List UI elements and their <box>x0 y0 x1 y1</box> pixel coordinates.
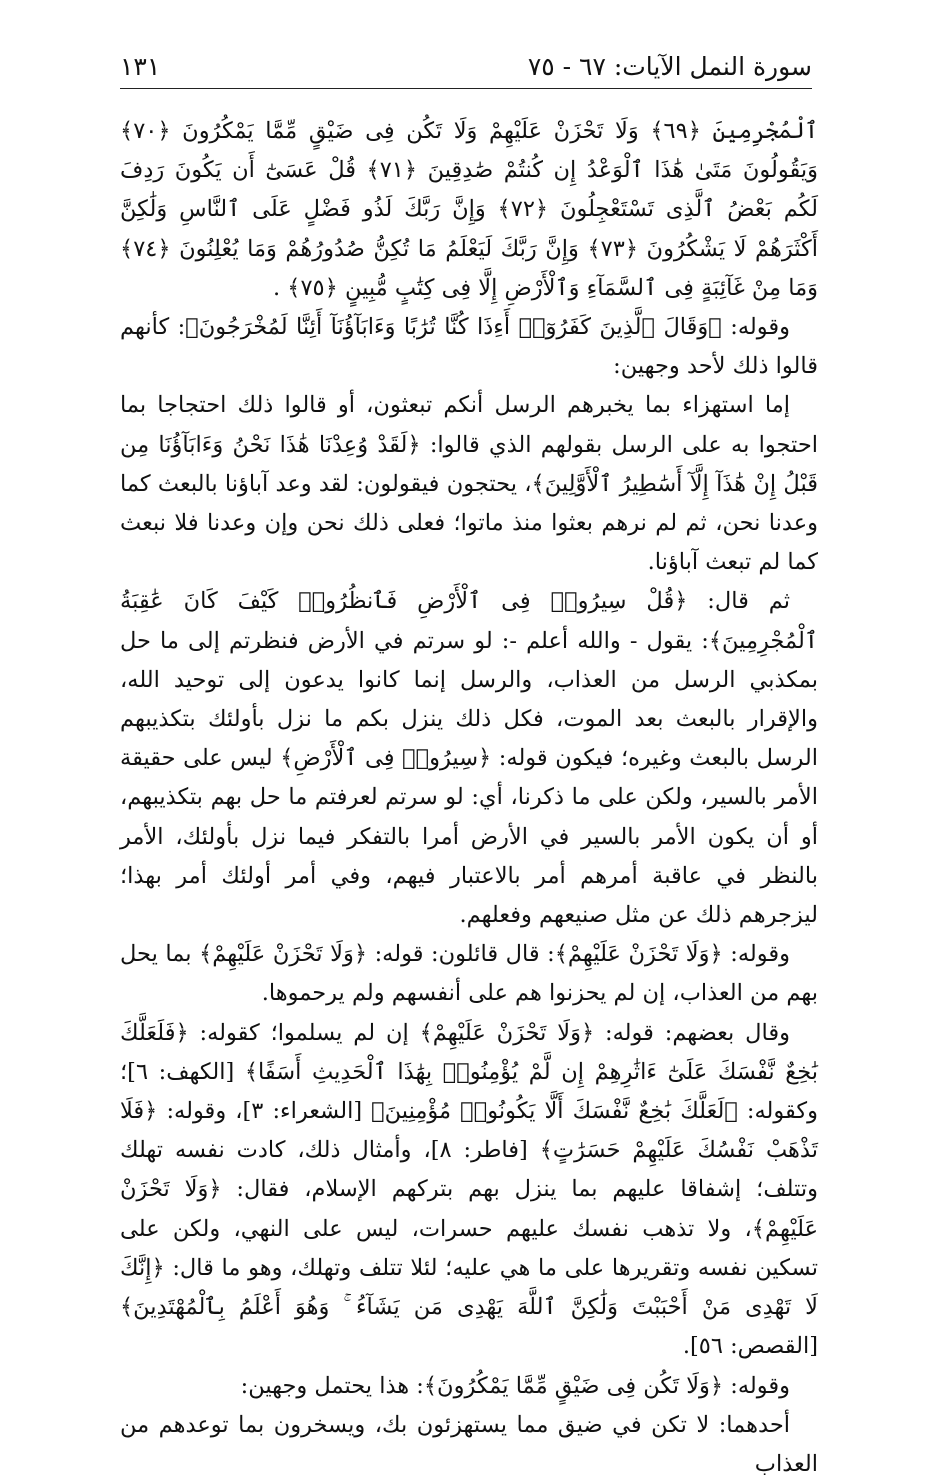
commentary-paragraph: وقال بعضهم: قوله: ﴿وَلَا تَحْزَنْ عَلَيْهِمْ﴾ إن لم يسلموا؛ كقوله: ﴿فَلَعَلَّكَ بَٰخِعٌ نَّفْسَكَ عَلَىٰٓ ءَاثَٰرِهِمْ إِن لَّمْ يُؤْمِنُوا۟ بِهَٰذَا ٱلْحَدِيثِ أَسَفًا﴾ [الكهف: ٦]؛ وكقوله: ﴿لَعَلَّكَ بَٰخِعٌ نَّفْسَكَ أَلَّا يَكُونُوا۟ مُؤْمِنِينَ﴾ [الشعراء: ٣]، وقوله: ﴿فَلَا تَذْهَبْ نَفْسُكَ عَلَيْهِمْ حَسَرَٰتٍ﴾ [فاطر: ٨]، وأمثال ذلك، كادت نفسه تهلك وتتلف؛ إشفاقا عليهم بما ينزل بهم بتركهم الإسلام، فقال: ﴿وَلَا تَحْزَنْ عَلَيْهِمْ﴾، ولا تذهب نفسك عليهم حسرات، ليس على النهي، ولكن على تسكين نفسه وتقريرها على ما هي عليه؛ لئلا تتلف وتهلك، وهو ما قال: ﴿إِنَّكَ لَا تَهْدِى مَنْ أَحْبَبْتَ وَلَٰكِنَّ ٱللَّهَ يَهْدِى مَن يَشَآءُ ۚ وَهُوَ أَعْلَمُ بِٱلْمُهْتَدِينَ﴾ [القصص: ٥٦]. <box>120 1019 818 1360</box>
commentary-paragraph: وقوله: ﴿وَلَا تَكُن فِى ضَيْقٍ مِّمَّا يَمْكُرُونَ﴾: هذا يحتمل وجهين: <box>240 1372 790 1399</box>
page-body <box>120 112 818 1484</box>
commentary-paragraph: إما استهزاء بما يخبرهم الرسل أنكم تبعثون، أو قالوا ذلك احتجاجا بما احتجوا به على الرسل بقولهم الذي قالوا: ﴿لَقَدْ وُعِدْنَا هَٰذَا نَحْنُ وَءَابَآؤُنَا مِن قَبْلُ إِنْ هَٰذَآ إِلَّآ أَسَٰطِيرُ ٱلْأَوَّلِينَ﴾، يحتجون فيقولون: لقد وعد آباؤنا بالبعث كما وعدنا نحن، ثم لم نرهم بعثوا منذ ماتوا؛ فعلى ذلك نحن وإن وعدنا فلا نبعث كما لم تبعث آباؤنا. <box>120 392 818 576</box>
commentary-paragraph: وقوله: ﴿وَقَالَ ٱلَّذِينَ كَفَرُوٓا۟ أَءِذَا كُنَّا تُرَٰبًا وَءَابَآؤُنَآ أَئِنَّا لَمُخْرَجُونَ﴾: كأنهم قالوا ذلك لأحد وجهين: <box>120 314 818 380</box>
page-title: سورة النمل الآيات: ٦٧ - ٧٥ <box>527 52 812 81</box>
commentary-paragraph: أحدهما: لا تكن في ضيق مما يستهزئون بك، ويسخرون بما توعدهم من العذاب <box>120 1411 818 1477</box>
commentary-paragraph: ثم قال: ﴿قُلْ سِيرُوا۟ فِى ٱلْأَرْضِ فَٱنظُرُوا۟ كَيْفَ كَانَ عَٰقِبَةُ ٱلْمُجْرِمِينَ﴾: يقول - والله أعلم -: لو سرتم في الأرض فنظرتم إلى ما حل بمكذبي الرسل من العذاب، والرسل إنما كانوا يدعون إلى توحيد الله، والإقرار بالبعث بعد الموت، فكل ذلك ينزل بكم ما نزل بأولئك بتكذيبهم الرسل بالبعث وغيره؛ فيكون قوله: ﴿سِيرُوا۟ فِى ٱلْأَرْضِ﴾ ليس على حقيقة الأمر بالسير، ولكن على ما ذكرنا، أي: لو سرتم لعرفتم ما حل بهم بتكذيبهم، أو أن يكون الأمر بالسير في الأرض أمرا بالتفكر فيما نزل بأولئك، الأمر بالنظر في عاقبة أمرهم أمر بالاعتبار فيهم، وفي أمر أولئك أمر بهذا؛ ليزجرهم ذلك عن مثل صنيعهم وفعلهم. <box>120 588 818 929</box>
quran-verses-paragraph: ٱلْمُجْرِمِينَ ﴿٦٩﴾ وَلَا تَحْزَنْ عَلَيْهِمْ وَلَا تَكُن فِى ضَيْقٍ مِّمَّا يَمْكُرُونَ ﴿٧٠﴾ وَيَقُولُونَ مَتَىٰ هَٰذَا ٱلْوَعْدُ إِن كُنتُمْ صَٰدِقِينَ ﴿٧١﴾ قُلْ عَسَىٰٓ أَن يَكُونَ رَدِفَ لَكُم بَعْضُ ٱلَّذِى تَسْتَعْجِلُونَ ﴿٧٢﴾ وَإِنَّ رَبَّكَ لَذُو فَضْلٍ عَلَى ٱلنَّاسِ وَلَٰكِنَّ أَكْثَرَهُمْ لَا يَشْكُرُونَ ﴿٧٣﴾ وَإِنَّ رَبَّكَ لَيَعْلَمُ مَا تُكِنُّ صُدُورُهُمْ وَمَا يُعْلِنُونَ ﴿٧٤﴾ وَمَا مِنْ غَآئِبَةٍ فِى ٱلسَّمَآءِ وَٱلْأَرْضِ إِلَّا فِى كِتَٰبٍ مُّبِينٍ ﴿٧٥﴾ . <box>120 118 819 301</box>
page-header <box>120 48 812 89</box>
page-number: ١٣١ <box>120 52 161 81</box>
commentary-paragraph: وقوله: ﴿وَلَا تَحْزَنْ عَلَيْهِمْ﴾: قال قائلون: قوله: ﴿وَلَا تَحْزَنْ عَلَيْهِمْ﴾ بما يحل بهم من العذاب، إن لم يحزنوا هم على أنفسهم ولم يرحموها. <box>120 941 818 1007</box>
